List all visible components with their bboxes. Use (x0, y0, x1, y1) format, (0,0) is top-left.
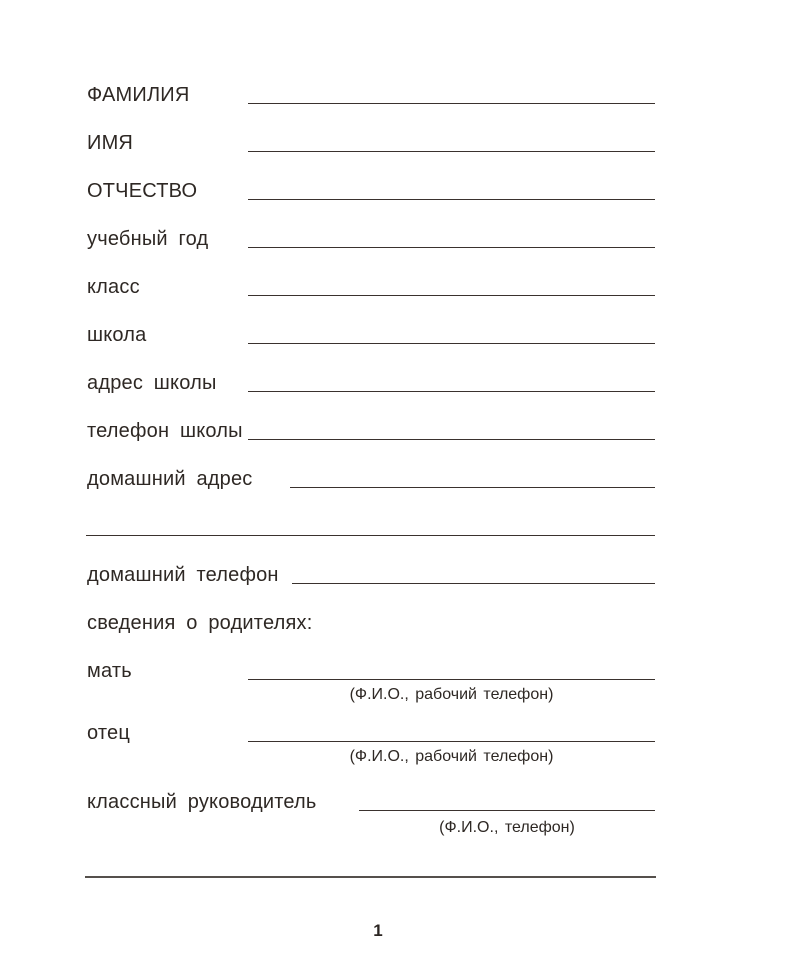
father-field-caption: (Ф.И.О., рабочий телефон) (349, 748, 554, 765)
field-label-father: отец (87, 722, 130, 744)
mother-input-line[interactable] (248, 679, 655, 680)
home-address-continuation-line[interactable] (86, 535, 655, 536)
surname-input-line[interactable] (248, 103, 655, 104)
home-phone-input-line[interactable] (292, 583, 655, 584)
father-input-line[interactable] (248, 741, 655, 742)
field-label-mother: мать (87, 660, 132, 682)
field-label-patronymic: ОТЧЕСТВО (87, 180, 198, 202)
field-label-class-teacher: классный руководитель (87, 791, 317, 813)
patronymic-input-line[interactable] (248, 199, 655, 200)
school-year-input-line[interactable] (248, 247, 655, 248)
class-teacher-input-line[interactable] (359, 810, 655, 811)
page-number: 1 (373, 921, 383, 940)
home-address-input-line[interactable] (290, 487, 655, 488)
field-label-school: школа (87, 324, 147, 346)
footer-divider (85, 876, 656, 878)
class-input-line[interactable] (248, 295, 655, 296)
field-label-first-name: ИМЯ (87, 132, 134, 154)
first-name-input-line[interactable] (248, 151, 655, 152)
school-phone-input-line[interactable] (248, 439, 655, 440)
field-label-school-year: учебный год (87, 228, 209, 250)
school-input-line[interactable] (248, 343, 655, 344)
mother-field-caption: (Ф.И.О., рабочий телефон) (349, 686, 554, 703)
field-label-school-phone: телефон школы (87, 420, 243, 442)
parents-info-heading: сведения о родителях: (87, 612, 313, 634)
field-label-home-address: домашний адрес (87, 468, 253, 490)
field-label-school-address: адрес школы (87, 372, 217, 394)
field-label-home-phone: домашний телефон (87, 564, 279, 586)
school-address-input-line[interactable] (248, 391, 655, 392)
field-label-class: класс (87, 276, 140, 298)
field-label-surname: ФАМИЛИЯ (87, 84, 190, 106)
class-teacher-field-caption: (Ф.И.О., телефон) (439, 819, 575, 836)
